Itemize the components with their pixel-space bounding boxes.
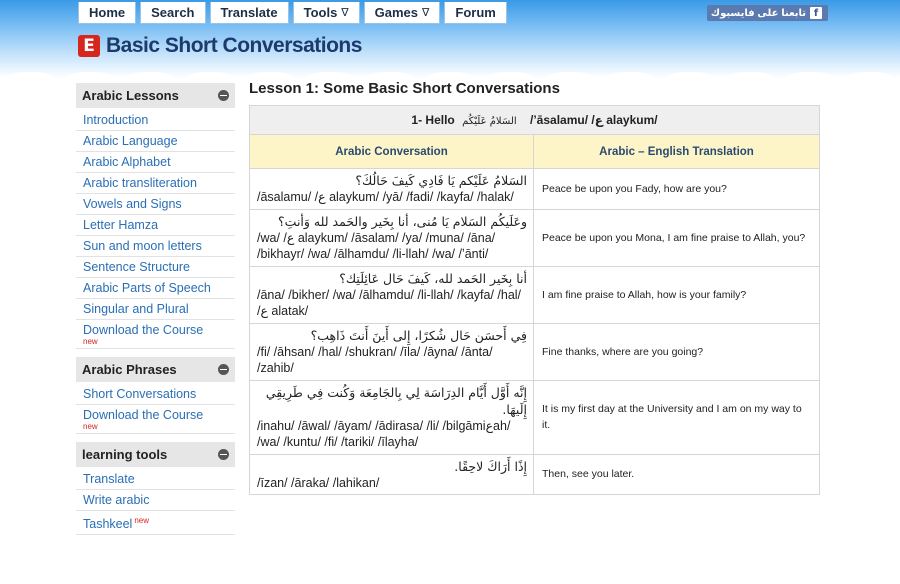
collapse-icon[interactable]: [218, 364, 229, 375]
hello-arabic: السَلامُ عَلَيْكُم: [462, 116, 517, 127]
conversation-row: [250, 380, 820, 454]
sidebar-link[interactable]: [76, 320, 235, 349]
page-title: Basic Short Conversations: [106, 34, 362, 57]
transliteration-text: /fi/ /āhsan/ /hal/ /shukran/ /īla/ /āyna/ /ānta/ /zahib/: [257, 344, 493, 375]
arabic-text: إِذًا أَرَاكَ لاحِقًا.: [454, 458, 527, 474]
arabic-text: السَلامُ عَلَيْكم يَا فَادِي كَيفَ حَالُكَ؟: [355, 173, 527, 188]
english-translation-cell: Peace be upon you Fady, how are you?: [534, 169, 820, 210]
transliteration-text: /īzan/ /āraka/ /lahikan/: [257, 475, 380, 490]
arabic-conversation-cell: [250, 323, 534, 380]
arabic-conversation-cell: [250, 266, 534, 323]
sidebar-link-label: Letter Hamza: [83, 218, 159, 232]
english-translation-cell: Fine thanks, where are you going?: [534, 323, 820, 380]
sidebar-link-label: Arabic transliteration: [83, 176, 197, 190]
sidebar-section-title: Arabic Phrases: [82, 362, 177, 377]
sidebar-section-title: learning tools: [82, 447, 168, 462]
collapse-icon[interactable]: [218, 90, 229, 101]
english-translation-cell: I am fine praise to Allah, how is your family?: [534, 266, 820, 323]
english-translation-cell: It is my first day at the University and I am on my way to it.: [534, 380, 820, 454]
arabic-conversation-cell: [250, 454, 534, 495]
sidebar-link[interactable]: [76, 490, 235, 511]
sidebar-link-label: Short Conversations: [83, 387, 197, 401]
arabic-text: وعَلَيكُم السَلام يَا مُنى، أنا بِخَير والحَمد لله وَأنتِ؟: [278, 213, 527, 229]
sidebar-link-label: Vowels and Signs: [83, 197, 182, 211]
sidebar-link[interactable]: [76, 236, 235, 257]
arabic-conversation-cell: [250, 209, 534, 266]
sidebar-link[interactable]: [76, 299, 235, 320]
arabic-text: إِنَّه أَوَّل أَيَّام الدِرَاسَة لِي بِالجَامِعَة وَكُنت فِي طَرِيقِي إِلَيهَا.: [265, 384, 527, 417]
chevron-down-icon: ∇: [341, 6, 349, 19]
sidebar-link-label: Sun and moon letters: [83, 239, 202, 253]
hello-transliteration: /ʼāsalamu/ /ع alaykum/: [530, 113, 658, 127]
sidebar-link[interactable]: [76, 405, 235, 434]
nav-games-dropdown[interactable]: Games ∇: [364, 2, 441, 24]
nav-translate-button[interactable]: Translate: [210, 2, 289, 24]
sidebar-list: [76, 469, 235, 535]
sidebar-link-label: Singular and Plural: [83, 302, 189, 316]
sidebar-link-label: Introduction: [83, 113, 149, 127]
new-badge: new: [134, 516, 150, 525]
sidebar-link[interactable]: [76, 194, 235, 215]
transliteration-text: /wa/ /ع alaykum/ /āsalam/ /ya/ /muna/ /āna/ /bikhayr/ /wa/ /ālhamdu/ /li-llah/ /wa/ /ʼānti/: [257, 230, 496, 261]
new-badge: new: [83, 422, 98, 431]
nav-home-button[interactable]: Home: [78, 2, 136, 24]
sidebar-link-label: Arabic Language: [83, 134, 178, 148]
arabic-text: أنا بِخَير الحَمد لله، كَيفَ حَال عَائِلَتِك؟: [339, 270, 527, 286]
sidebar-link[interactable]: [76, 131, 235, 152]
chevron-down-icon: ∇: [422, 6, 430, 19]
sidebar-link-label: Write arabic: [83, 493, 150, 507]
facebook-follow-button[interactable]: [707, 5, 828, 21]
sidebar-link-label: Tashkeel: [83, 517, 133, 532]
sidebar-link[interactable]: [76, 511, 235, 535]
hello-prefix: 1- Hello: [411, 113, 455, 127]
transliteration-text: /āna/ /bikher/ /wa/ /ālhamdu/ /li-llah/ /kayfa/ /hal/ /ع alatak/: [257, 287, 522, 318]
nav-tools-dropdown[interactable]: Tools ∇: [293, 2, 360, 24]
sidebar-section-title: Arabic Lessons: [82, 88, 179, 103]
sidebar-link-label: Arabic Parts of Speech: [83, 281, 211, 295]
conversation-row: [250, 323, 820, 380]
sidebar-link[interactable]: [76, 469, 235, 490]
sidebar-link[interactable]: [76, 215, 235, 236]
column-header-english: Arabic – English Translation: [534, 135, 820, 169]
collapse-icon[interactable]: [218, 449, 229, 460]
facebook-follow-label: تابعنا على فايسبوك: [710, 7, 806, 19]
arabic-text: فِي أَحسَن حَال شُكرًا، إِلى أَينَ أَنتَ ذَاهِب؟: [310, 327, 527, 343]
english-translation-cell: Then, see you later.: [534, 454, 820, 495]
table-header-row: [250, 135, 820, 169]
conversation-table: [249, 105, 820, 495]
conversation-row: [250, 209, 820, 266]
top-nav: [78, 2, 507, 24]
sidebar-link-label: Download the Course: [83, 408, 204, 422]
hello-caption: [250, 106, 820, 135]
lesson-title: Lesson 1: Some Basic Short Conversations: [249, 80, 560, 97]
transliteration-text: /āsalamu/ /ع alaykum/ /yā/ /fadi/ /kayfa/ /halak/: [257, 190, 514, 204]
english-translation-cell: Peace be upon you Mona, I am fine praise to Allah, you?: [534, 209, 820, 266]
conversation-row: [250, 266, 820, 323]
sidebar-link[interactable]: [76, 257, 235, 278]
sidebar-link[interactable]: [76, 384, 235, 405]
sidebar-link-label: Sentence Structure: [83, 260, 191, 274]
sidebar-link-label: Download the Course: [83, 323, 204, 337]
sidebar: [76, 83, 235, 543]
arabic-conversation-cell: [250, 169, 534, 210]
sidebar-link[interactable]: [76, 278, 235, 299]
facebook-icon: f: [810, 7, 822, 19]
sidebar-link[interactable]: [76, 173, 235, 194]
conversation-row: [250, 454, 820, 495]
nav-search-button[interactable]: Search: [140, 2, 205, 24]
table-caption-row: [250, 106, 820, 135]
sidebar-section-header[interactable]: [76, 83, 235, 108]
site-header: [78, 34, 362, 58]
arabic-conversation-cell: [250, 380, 534, 454]
column-header-arabic: Arabic Conversation: [250, 135, 534, 169]
new-badge: new: [83, 337, 98, 346]
sidebar-list: [76, 384, 235, 434]
sidebar-list: [76, 110, 235, 349]
main-content: [249, 79, 819, 495]
conversation-row: [250, 169, 820, 210]
transliteration-text: /inahu/ /āwal/ /āyam/ /ādirasa/ /li/ /bilgāmiعah/ /wa/ /kuntu/ /fi/ /tariki/ /īlayha/: [257, 418, 511, 449]
sidebar-section-header[interactable]: [76, 442, 235, 467]
sidebar-section-header[interactable]: [76, 357, 235, 382]
nav-forum-button[interactable]: Forum: [444, 2, 506, 24]
sidebar-link[interactable]: [76, 152, 235, 173]
sidebar-link-label: Translate: [83, 472, 135, 486]
site-logo[interactable]: E: [78, 35, 100, 57]
sidebar-link-label: Arabic Alphabet: [83, 155, 171, 169]
sidebar-link[interactable]: [76, 110, 235, 131]
